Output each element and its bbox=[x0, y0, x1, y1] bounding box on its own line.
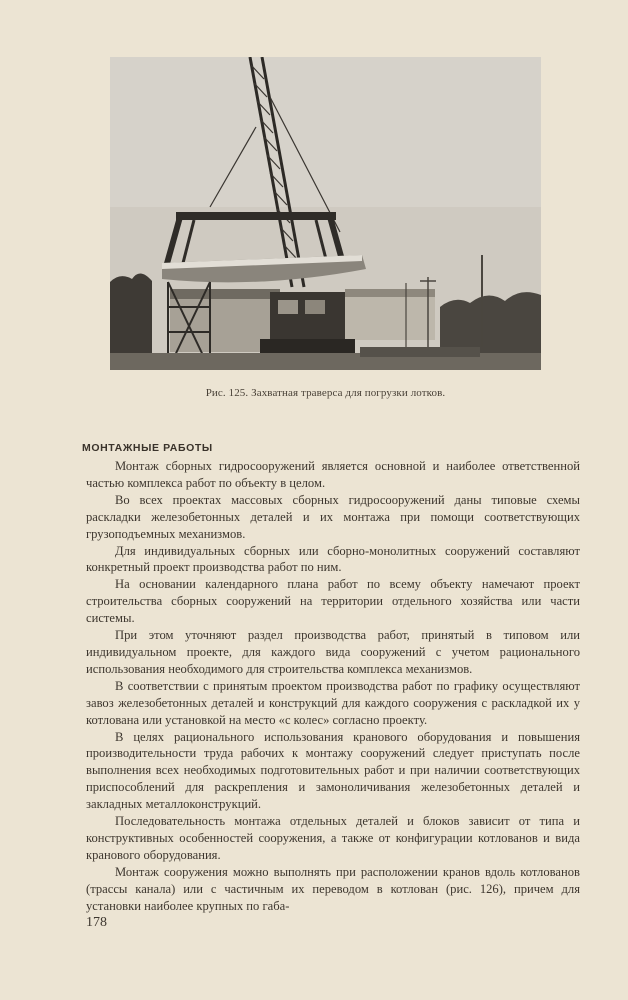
crane-photo bbox=[110, 57, 541, 370]
page-number: 178 bbox=[86, 915, 107, 930]
paragraph: Монтаж сооружения можно выполнять при расположении кранов вдоль котлованов (трассы канала) или с частичным их переводом в котлован (рис. 126), причем для установки наиболее крупных по габа- bbox=[86, 864, 580, 913]
paragraph: Последовательность монтажа отдельных деталей и блоков зависит от типа и конструктивных особенностей сооружения, а также от конфигурации котлованов и вида кранового оборудования. bbox=[86, 814, 580, 862]
body-text bbox=[86, 458, 580, 914]
paragraph: Для индивидуальных сборных или сборно-монолитных сооружений составляют конкретный проект производства работ по ним. bbox=[86, 543, 580, 575]
paragraph: В соответствии с принятым проектом производства работ по графику осуществляют завоз железобетонных деталей и конструкций для каждого сооружения с раскладкой их у котлована или установкой на место «с колес» согласно проекту. bbox=[86, 678, 580, 727]
paragraph: При этом уточняют раздел производства работ, принятый в типовом или индивидуальном проекте, для каждого вида сооружений с учетом рационального использования необходимого для строительства комплекса механизмов. bbox=[86, 628, 580, 676]
figure-caption: Рис. 125. Захватная траверса для погрузки лотков. bbox=[205, 387, 446, 399]
paragraph: Во всех проектах массовых сборных гидросооружений даны типовые схемы раскладки железобетонных деталей и их монтажа при помощи соответствующих грузоподъемных механизмов. bbox=[86, 492, 580, 541]
paragraph: Монтаж сборных гидросооружений является основной и наиболее ответственной частью комплекса работ по объекту в целом. bbox=[86, 459, 580, 490]
crane-photo-image bbox=[110, 57, 541, 370]
paragraph: В целях рационального использования кранового оборудования и повышения производительности труда рабочих к монтажу сооружений следует приступать после выполнения всех необходимых подготовительных работ и при наличии соответствующих приспособлений для раскрепления и замоноличивания железобетонных деталей и закладных металлоконструкций. bbox=[86, 729, 580, 812]
paragraph: На основании календарного плана работ по всему объекту намечают проект строительства сборных сооружений на территории отдельного хозяйства или части системы. bbox=[86, 577, 580, 626]
section-heading: МОНТАЖНЫЕ РАБОТЫ bbox=[82, 442, 213, 454]
